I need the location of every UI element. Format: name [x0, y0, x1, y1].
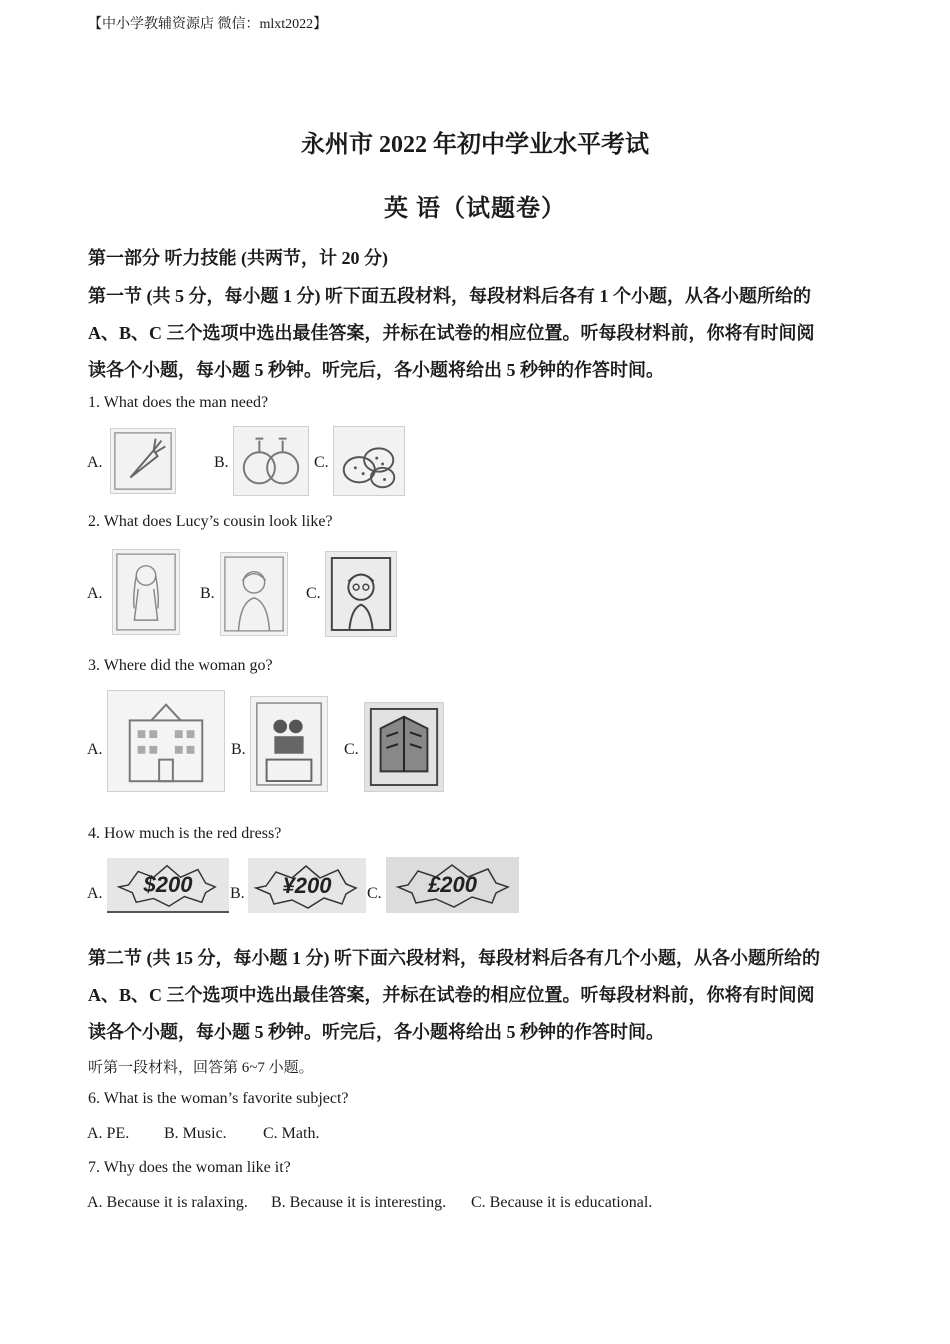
option-label: A. — [87, 885, 103, 902]
option-label: C. — [344, 741, 359, 758]
option-label: B. — [214, 454, 229, 471]
section1-instructions-line: A、B、C 三个选项中选出最佳答案，并标在试卷的相应位置。听每段材料前，你将有时间阅 — [88, 323, 815, 343]
school-building-image[interactable] — [107, 690, 225, 792]
section2-instructions-line: 读各个小题，每小题 5 秒钟。听完后，各小题将给出 5 秒钟的作答时间。 — [88, 1022, 664, 1042]
price-text: £200 — [428, 872, 477, 897]
header-note: 【中小学教辅资源店 微信：mlxt2022】 — [88, 17, 328, 32]
option-label: B. — [200, 585, 215, 602]
price-tag-yuan[interactable] — [248, 858, 366, 913]
section2-instructions-line: 第二节 (共 15 分，每小题 1 分) 听下面六段材料，每段材料后各有几个小题，从各小题所给的 — [88, 948, 820, 968]
price-text: ¥200 — [282, 872, 332, 898]
cinema-image[interactable] — [250, 696, 328, 792]
page-title: 永州市 2022 年初中学业水平考试 — [301, 132, 649, 158]
long-hair-girl-image[interactable] — [112, 549, 180, 635]
option-label: C. — [314, 454, 329, 471]
question-6: 6. What is the woman’s favorite subject? — [88, 1090, 349, 1107]
carrot-image[interactable] — [110, 428, 176, 494]
option-label: C. — [306, 585, 321, 602]
option-a[interactable]: A. PE. — [87, 1125, 130, 1142]
potato-image[interactable] — [333, 426, 405, 496]
section1-instructions-line: 读各个小题，每小题 5 秒钟。听完后，各小题将给出 5 秒钟的作答时间。 — [88, 360, 664, 380]
part1-heading: 第一部分 听力技能 (共两节，计 20 分) — [88, 248, 388, 268]
price-text: $200 — [143, 871, 193, 897]
option-b[interactable]: B. Because it is interesting. — [271, 1194, 447, 1211]
section1-instructions-line: 第一节 (共 5 分，每小题 1 分) 听下面五段材料，每段材料后各有 1 个小题，从各小题所给的 — [88, 286, 811, 306]
boy-with-glasses-image[interactable] — [325, 551, 397, 637]
question-7: 7. Why does the woman like it? — [88, 1159, 291, 1176]
option-a[interactable]: A. Because it is ralaxing. — [87, 1194, 248, 1211]
option-label: A. — [87, 585, 103, 602]
option-c[interactable]: C. Because it is educational. — [471, 1194, 653, 1211]
price-tag-dollar[interactable] — [107, 858, 229, 913]
option-label: A. — [87, 454, 103, 471]
option-label: B. — [230, 885, 245, 902]
option-label: A. — [87, 741, 103, 758]
section2-instructions-line: A、B、C 三个选项中选出最佳答案，并标在试卷的相应位置。听每段材料前，你将有时间阅 — [88, 985, 815, 1005]
question-2: 2. What does Lucy’s cousin look like? — [88, 513, 333, 530]
option-label: B. — [231, 741, 246, 758]
option-b[interactable]: B. Music. — [164, 1125, 227, 1142]
bookstore-image[interactable] — [364, 702, 444, 792]
tomato-image[interactable] — [233, 426, 309, 496]
short-hair-person-image[interactable] — [220, 552, 288, 636]
question-1: 1. What does the man need? — [88, 394, 269, 411]
passage-note: 听第一段材料，回答第 6~7 小题。 — [88, 1060, 314, 1076]
question-3: 3. Where did the woman go? — [88, 657, 273, 674]
price-tag-pound[interactable] — [386, 857, 519, 913]
page-subtitle: 英 语（试题卷） — [384, 196, 566, 222]
option-c[interactable]: C. Math. — [263, 1125, 320, 1142]
option-label: C. — [367, 885, 382, 902]
question-4: 4. How much is the red dress? — [88, 825, 282, 842]
